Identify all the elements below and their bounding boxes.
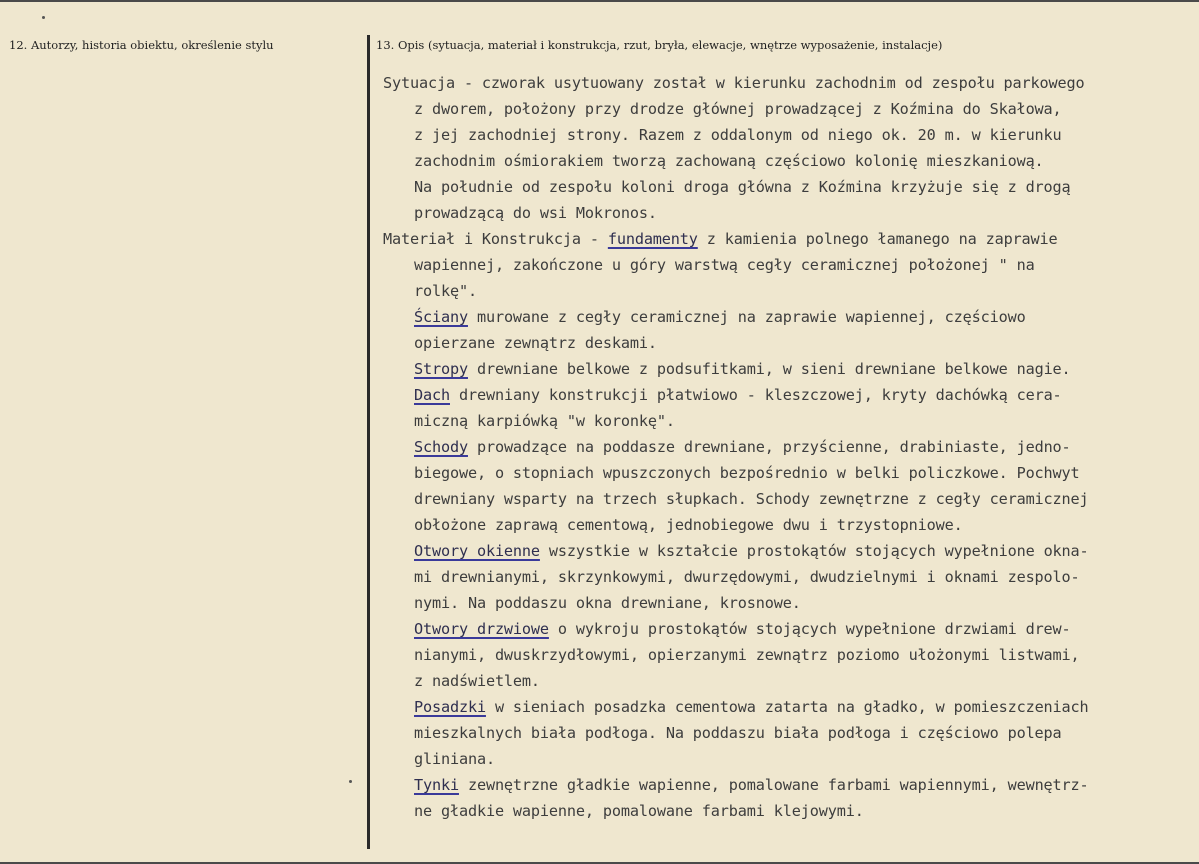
line-text: prowadzącą do wsi Mokronos. <box>414 204 657 222</box>
text-line <box>383 434 1183 460</box>
section-12-header: 12. Autorzy, historia obiektu, określenie stylu <box>9 38 274 52</box>
section-13-header: 13. Opis (sytuacja, materiał i konstrukcja, rzut, bryła, elewacje, wnętrze wyposażenie, instalacje) <box>376 38 943 52</box>
line-text: obłożone zaprawą cementową, jednobiegowe dwu i trzystopniowe. <box>414 516 963 534</box>
text-line <box>383 304 1183 330</box>
underlined-term: Ściany <box>414 308 468 326</box>
description-text <box>383 70 1183 824</box>
line-text: z jej zachodniej strony. Razem z oddalonym od niego ok. 20 m. w kierunku <box>414 126 1062 144</box>
text-line <box>383 564 1183 590</box>
text-line <box>383 486 1183 512</box>
underlined-term: fundamenty <box>607 230 698 248</box>
line-text: murowane z cegły ceramicznej na zaprawie wapiennej, częściowo <box>467 308 1026 326</box>
text-line <box>383 356 1183 382</box>
text-line <box>383 70 1183 96</box>
line-text: z dworem, położony przy drodze głównej prowadzącej z Koźmina do Skałowa, <box>414 100 1062 118</box>
text-line <box>383 772 1183 798</box>
line-text: z kamienia polnego łamanego na zaprawie <box>697 230 1058 248</box>
text-line <box>383 226 1183 252</box>
line-text: Materiał i Konstrukcja - <box>383 230 608 248</box>
text-line <box>383 642 1183 668</box>
line-text: nymi. Na poddaszu okna drewniane, krosnowe. <box>414 594 801 612</box>
text-line <box>383 148 1183 174</box>
text-line <box>383 694 1183 720</box>
line-text: zachodnim ośmiorakiem tworzą zachowaną częściowo kolonię mieszkaniową. <box>414 152 1044 170</box>
line-text: nianymi, dwuskrzydłowymi, opierzanymi zewnątrz poziomo ułożonymi listwami, <box>414 646 1080 664</box>
underlined-term: Dach <box>414 386 450 404</box>
line-text: o wykroju prostokątów stojących wypełnione drzwiami drew- <box>548 620 1071 638</box>
line-text: drewniany wsparty na trzech słupkach. Schody zewnętrzne z cegły ceramicznej <box>414 490 1089 508</box>
text-line <box>383 278 1183 304</box>
line-text: drewniany konstrukcji płatwiowo - kleszczowej, kryty dachówką cera- <box>449 386 1062 404</box>
column-divider <box>367 35 370 849</box>
underlined-term: Posadzki <box>414 698 486 716</box>
paper-speck <box>42 16 45 19</box>
line-text: biegowe, o stopniach wpuszczonych bezpośrednio w belki policzkowe. Pochwyt <box>414 464 1080 482</box>
text-line <box>383 720 1183 746</box>
text-line <box>383 174 1183 200</box>
underlined-term: Schody <box>414 438 468 456</box>
line-text: opierzane zewnątrz deskami. <box>414 334 657 352</box>
text-line <box>383 460 1183 486</box>
text-line <box>383 590 1183 616</box>
text-line <box>383 512 1183 538</box>
text-line <box>383 122 1183 148</box>
text-line <box>383 252 1183 278</box>
text-line <box>383 616 1183 642</box>
line-text: wszystkie w kształcie prostokątów stojących wypełnione okna- <box>539 542 1089 560</box>
line-text: mi drewnianymi, skrzynkowymi, dwurzędowymi, dwudzielnymi i oknami zespolo- <box>414 568 1080 586</box>
line-text: prowadzące na poddasze drewniane, przyścienne, drabiniaste, jedno- <box>467 438 1071 456</box>
line-text: Sytuacja - czworak usytuowany został w kierunku zachodnim od zespołu parkowego <box>383 74 1085 92</box>
line-text: zewnętrzne gładkie wapienne, pomalowane farbami wapiennymi, wewnętrz- <box>458 776 1089 794</box>
underlined-term: Tynki <box>414 776 459 794</box>
line-text: z nadświetlem. <box>414 672 540 690</box>
text-line <box>383 668 1183 694</box>
text-line <box>383 382 1183 408</box>
line-text: wapiennej, zakończone u góry warstwą cegły ceramicznej położonej " na <box>414 256 1035 274</box>
text-line <box>383 798 1183 824</box>
underlined-term: Stropy <box>414 360 468 378</box>
underlined-term: Otwory drzwiowe <box>414 620 549 638</box>
line-text: ne gładkie wapienne, pomalowane farbami klejowymi. <box>414 802 864 820</box>
text-line <box>383 96 1183 122</box>
text-line <box>383 538 1183 564</box>
line-text: drewniane belkowe z podsufitkami, w sieni drewniane belkowe nagie. <box>467 360 1071 378</box>
line-text: w sieniach posadzka cementowa zatarta na gładko, w pomieszczeniach <box>485 698 1089 716</box>
text-line <box>383 746 1183 772</box>
text-line <box>383 200 1183 226</box>
line-text: mieszkalnych biała podłoga. Na poddaszu biała podłoga i częściowo polepa <box>414 724 1062 742</box>
text-line <box>383 408 1183 434</box>
paper-speck <box>349 780 352 783</box>
line-text: rolkę". <box>414 282 477 300</box>
line-text: gliniana. <box>414 750 495 768</box>
line-text: Na południe od zespołu koloni droga główna z Koźmina krzyżuje się z drogą <box>414 178 1071 196</box>
text-line <box>383 330 1183 356</box>
line-text: miczną karpiówką "w koronkę". <box>414 412 675 430</box>
underlined-term: Otwory okienne <box>414 542 540 560</box>
